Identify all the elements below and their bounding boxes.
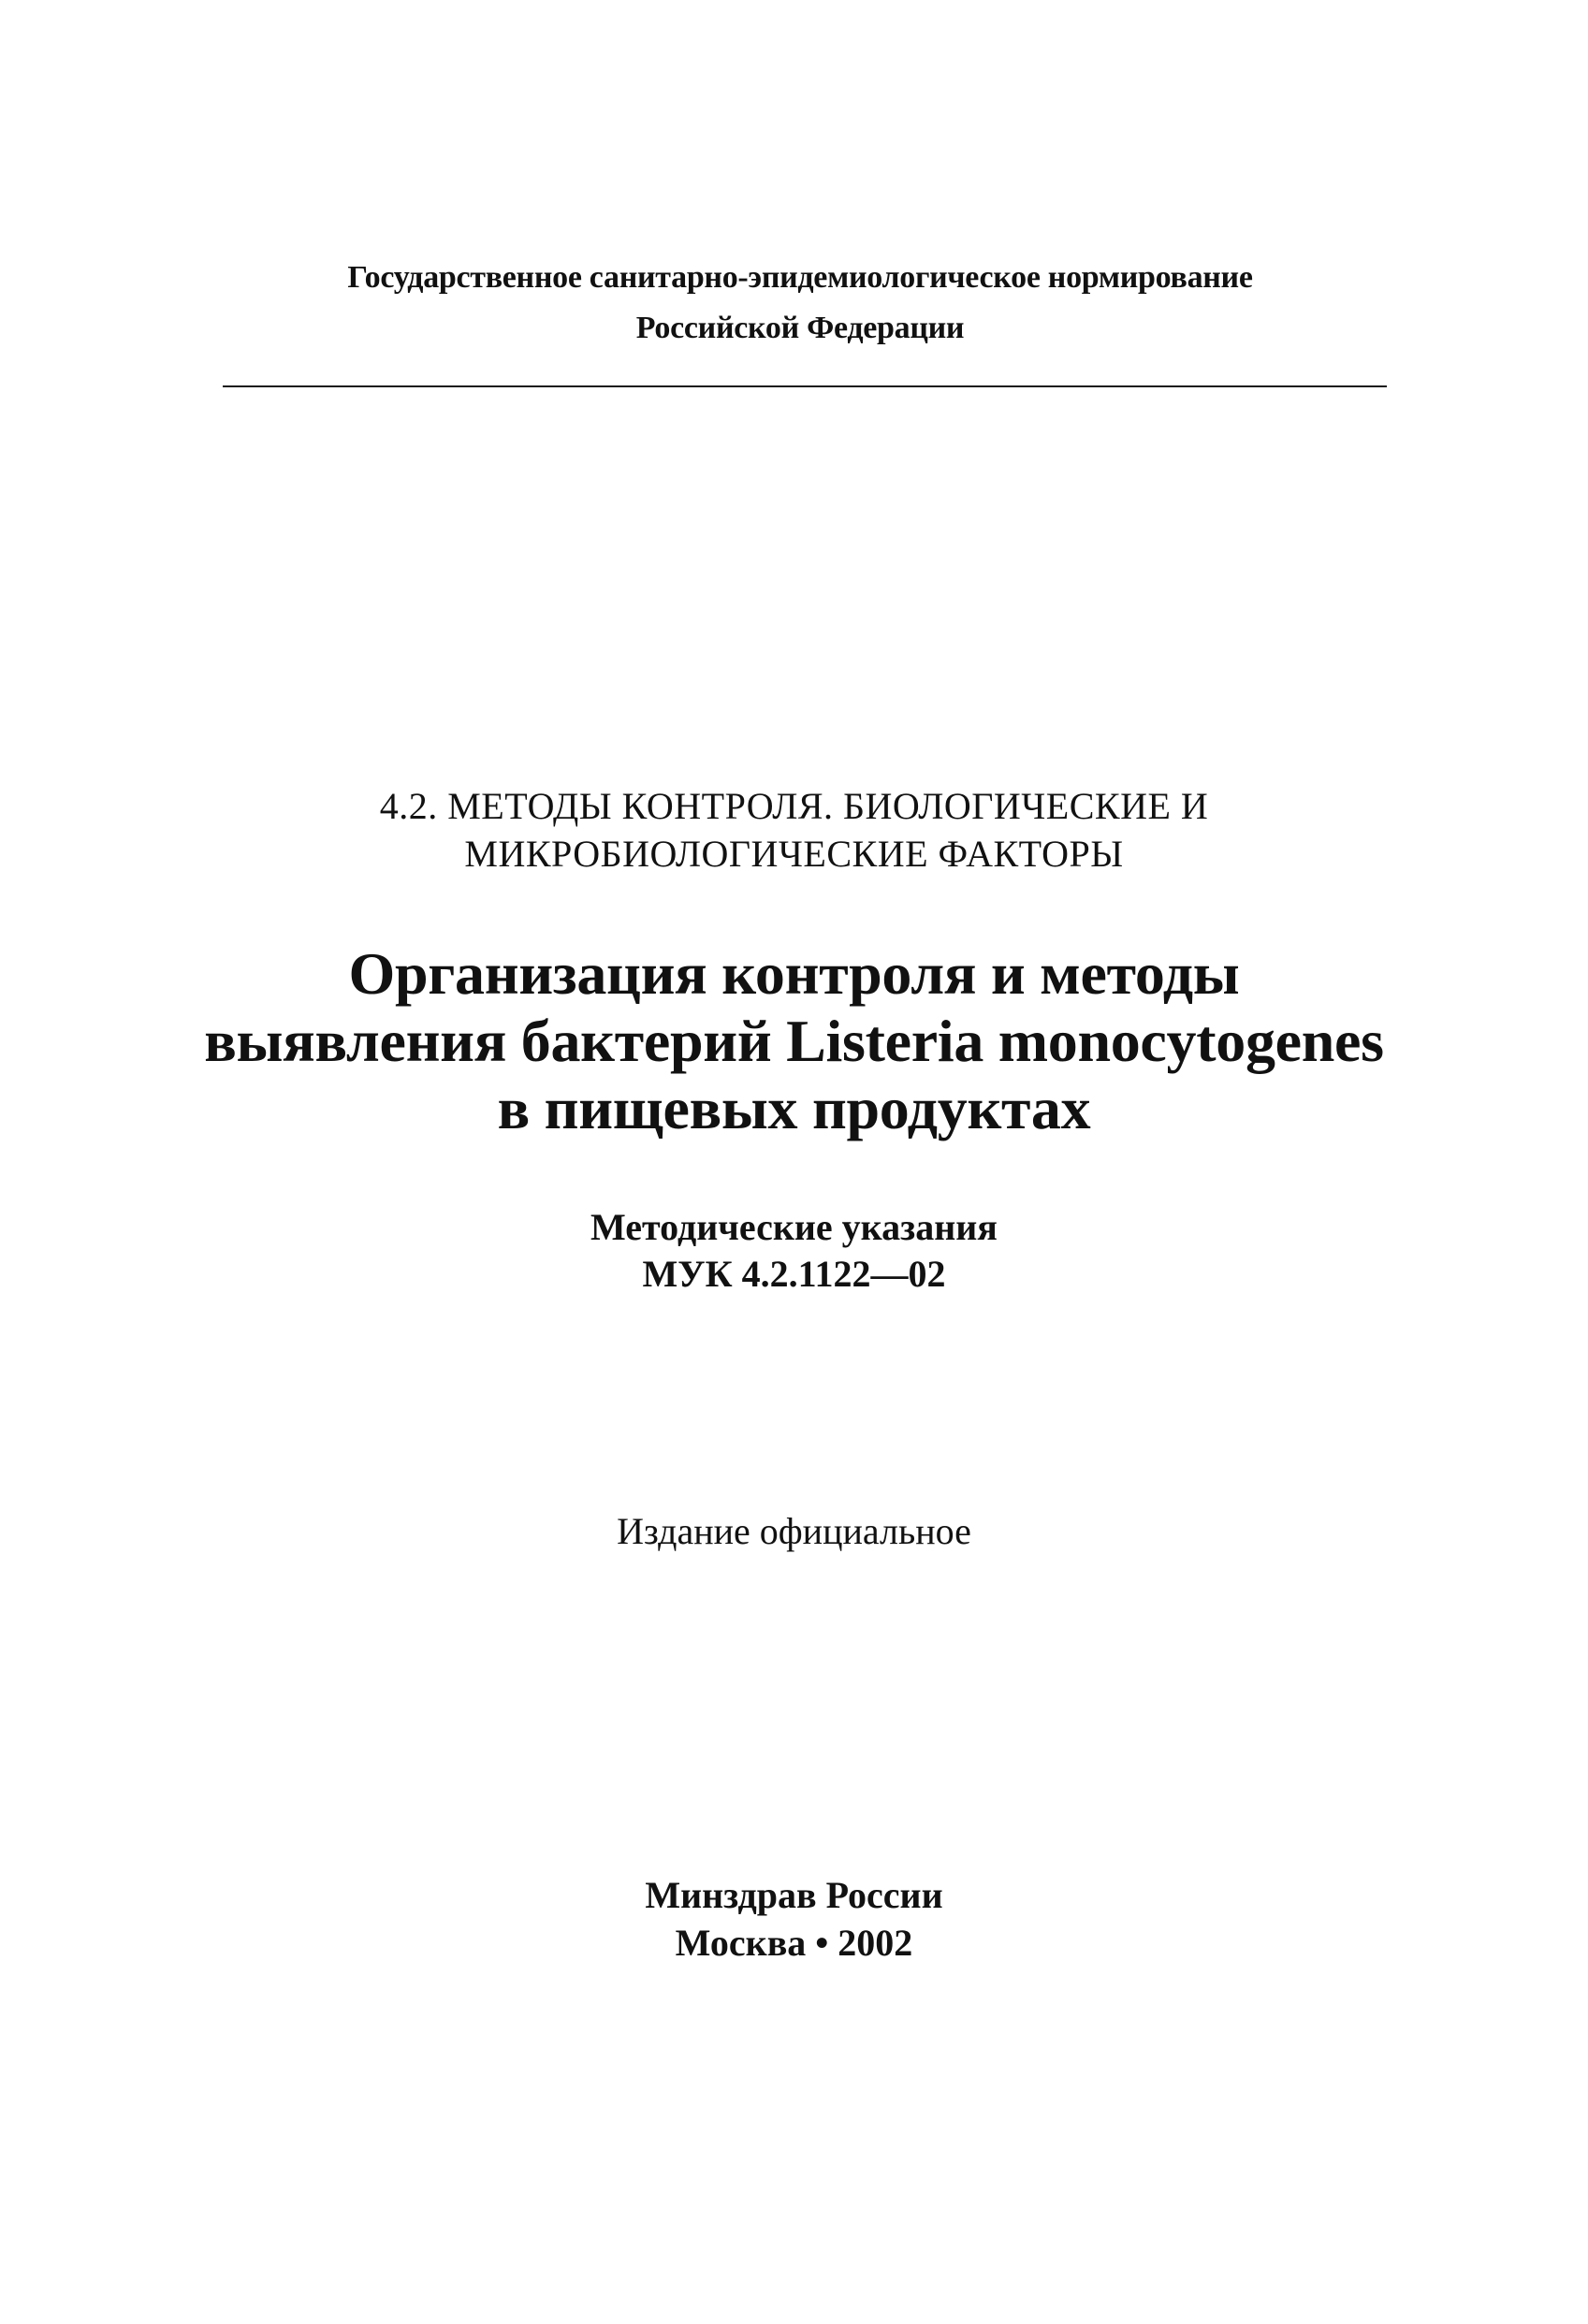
document-title-line-2: выявления бактерий Listeria monocytogenes [204, 1008, 1384, 1074]
edition-note: Издание официальное [617, 1510, 971, 1552]
header-divider [223, 385, 1387, 387]
issuing-body-line-2: Российской Федерации [635, 311, 965, 345]
document-title-line-1: Организация контроля и методы [348, 940, 1240, 1007]
document-code: МУК 4.2.1122—02 [642, 1253, 946, 1295]
issuing-body-header [215, 253, 1385, 354]
publication-place-year: Москва • 2002 [675, 1922, 913, 1964]
document-type [0, 1204, 1588, 1298]
section-heading-line-1: 4.2. МЕТОДЫ КОНТРОЛЯ. БИОЛОГИЧЕСКИЕ И [379, 785, 1209, 827]
publisher-block [0, 1871, 1588, 1967]
issuing-body-line-1: Государственное санитарно-эпидемиологическое нормирование [347, 260, 1253, 295]
section-heading [0, 782, 1588, 878]
document-title [0, 940, 1588, 1142]
document-type-label: Методические указания [590, 1206, 998, 1248]
section-heading-line-2: МИКРОБИОЛОГИЧЕСКИЕ ФАКТОРЫ [464, 833, 1124, 875]
document-title-line-3: в пищевых продуктах [497, 1075, 1091, 1141]
publisher-name: Минздрав России [645, 1874, 943, 1916]
